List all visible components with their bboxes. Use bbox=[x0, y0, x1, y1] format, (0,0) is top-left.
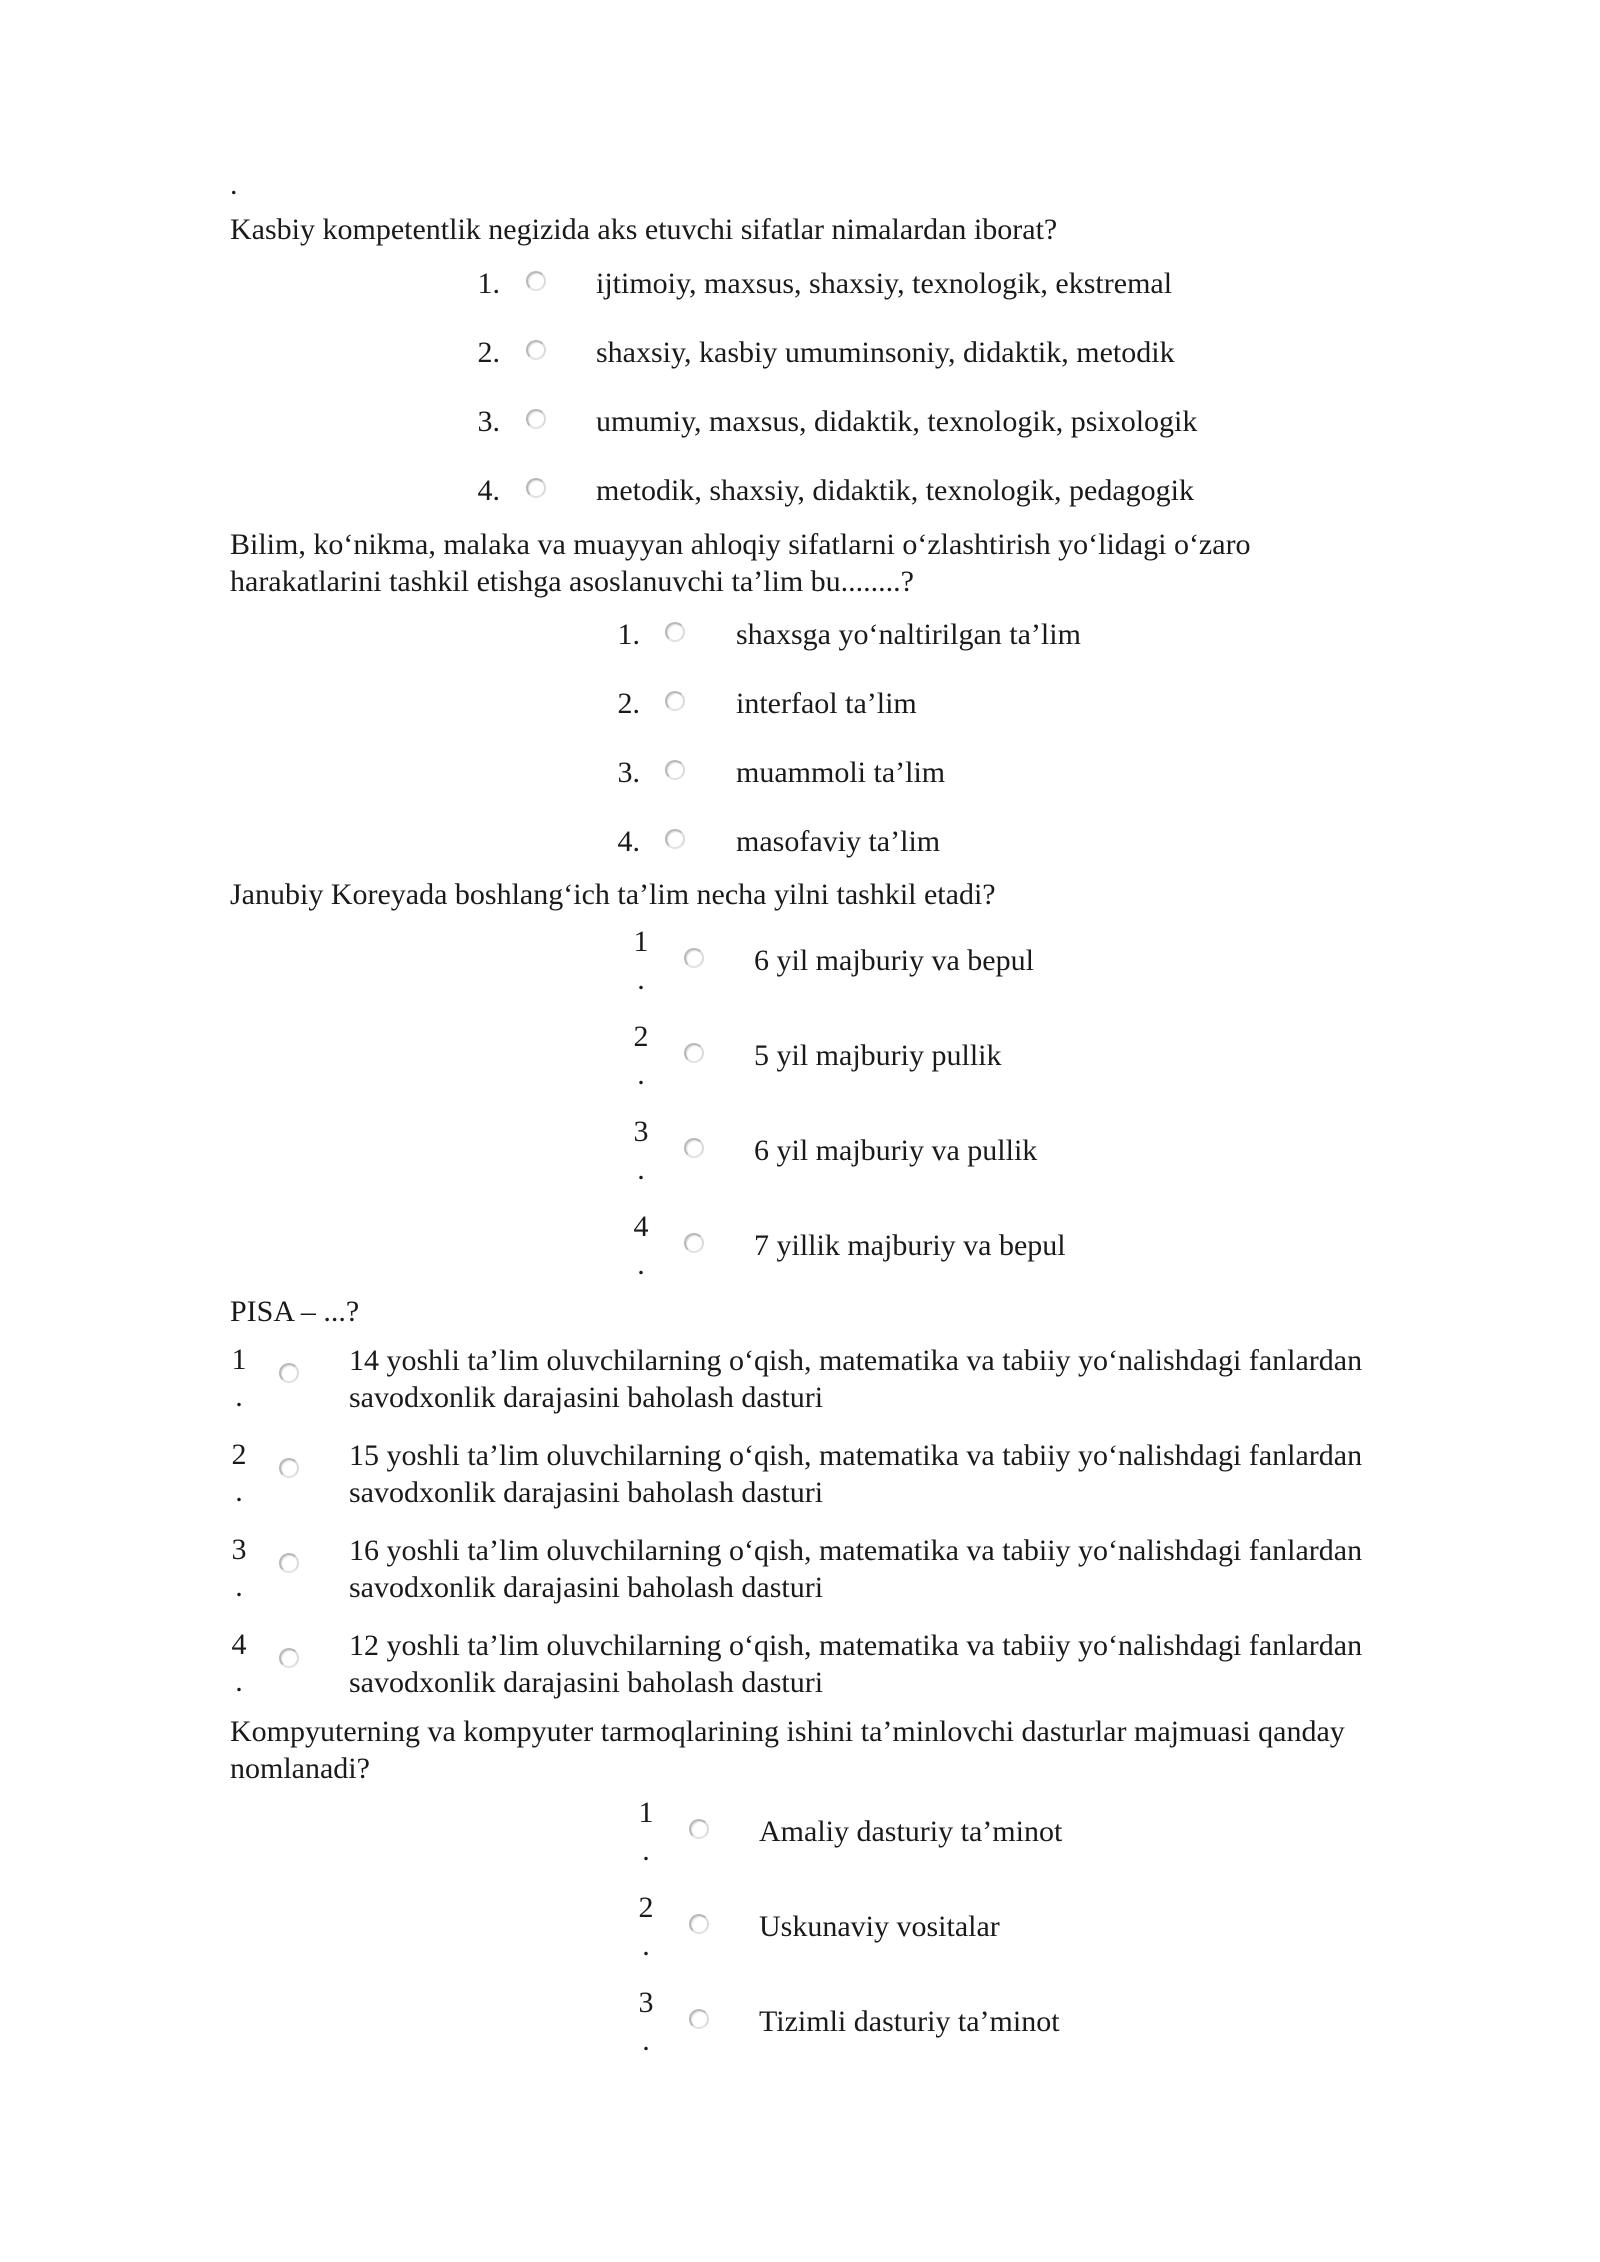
option-text: 7 yillik majburiy va bepul bbox=[754, 1229, 1066, 1262]
option-text: ijtimoiy, maxsus, shaxsiy, texnologik, ekstremal bbox=[596, 267, 1173, 300]
option-text: muammoli ta’lim bbox=[736, 756, 946, 789]
option-number-dot: . bbox=[642, 1834, 650, 1867]
option-number: 3. bbox=[617, 756, 640, 789]
question-5-text-line-2: nomlanadi? bbox=[230, 1752, 370, 1785]
option-number: 2 bbox=[633, 1020, 649, 1053]
radio-button[interactable] bbox=[665, 691, 685, 711]
option-text: interfaol ta’lim bbox=[736, 687, 917, 720]
option-number: 2 bbox=[638, 1891, 654, 1924]
radio-button[interactable] bbox=[689, 1914, 709, 1934]
option-number-dot: . bbox=[235, 1570, 243, 1603]
option-number: 2. bbox=[617, 687, 640, 720]
option-number-dot: . bbox=[235, 1380, 243, 1413]
option-number: 2 bbox=[231, 1438, 247, 1471]
option-text-line-2: savodxonlik darajasini baholash dasturi bbox=[349, 1571, 824, 1604]
question-4-text: PISA – ...? bbox=[230, 1295, 360, 1328]
option-number: 4 bbox=[231, 1628, 247, 1661]
radio-button[interactable] bbox=[526, 340, 546, 360]
question-2-text-line-1: Bilim, ko‘nikma, malaka va muayyan ahloqiy sifatlarni o‘zlashtirish yo‘lidagi o‘zaro bbox=[230, 528, 1251, 561]
radio-button[interactable] bbox=[279, 1458, 299, 1478]
radio-button[interactable] bbox=[526, 478, 546, 498]
radio-button[interactable] bbox=[279, 1553, 299, 1573]
radio-button[interactable] bbox=[665, 760, 685, 780]
radio-button[interactable] bbox=[684, 1233, 704, 1253]
option-text: shaxsiy, kasbiy umuminsoniy, didaktik, metodik bbox=[596, 336, 1175, 369]
option-number: 3. bbox=[477, 405, 500, 438]
option-number: 3 bbox=[231, 1533, 247, 1566]
option-number: 4. bbox=[477, 474, 500, 507]
radio-button[interactable] bbox=[279, 1648, 299, 1668]
option-text: masofaviy ta’lim bbox=[736, 825, 941, 858]
question-3-text: Janubiy Koreyada boshlang‘ich ta’lim necha yilni tashkil etadi? bbox=[230, 878, 996, 911]
option-text: Tizimli dasturiy ta’minot bbox=[759, 2005, 1060, 2038]
option-number: 4 bbox=[633, 1210, 649, 1243]
radio-button[interactable] bbox=[526, 271, 546, 291]
radio-button[interactable] bbox=[689, 2009, 709, 2029]
option-text-line-1: 15 yoshli ta’lim oluvchilarning o‘qish, matematika va tabiiy yo‘nalishdagi fanlardan bbox=[349, 1439, 1363, 1472]
question-2-text-line-2: harakatlarini tashkil etishga asoslanuvchi ta’lim bu........? bbox=[230, 565, 914, 598]
option-number: 3 bbox=[633, 1115, 649, 1148]
option-text: 6 yil majburiy va bepul bbox=[754, 944, 1034, 977]
option-text-line-1: 12 yoshli ta’lim oluvchilarning o‘qish, matematika va tabiiy yo‘nalishdagi fanlardan bbox=[349, 1629, 1363, 1662]
option-number-dot: . bbox=[637, 1058, 645, 1091]
radio-button[interactable] bbox=[689, 1819, 709, 1839]
option-text: 6 yil majburiy va pullik bbox=[754, 1134, 1038, 1167]
option-number: 1 bbox=[638, 1796, 654, 1829]
radio-button[interactable] bbox=[684, 948, 704, 968]
option-text: 5 yil majburiy pullik bbox=[754, 1039, 1002, 1072]
option-number-dot: . bbox=[642, 2024, 650, 2057]
option-number-dot: . bbox=[642, 1929, 650, 1962]
option-text-line-2: savodxonlik darajasini baholash dasturi bbox=[349, 1476, 824, 1509]
option-text: Uskunaviy vositalar bbox=[759, 1910, 1000, 1943]
radio-button[interactable] bbox=[684, 1138, 704, 1158]
question-1-text: Kasbiy kompetentlik negizida aks etuvchi sifatlar nimalardan iborat? bbox=[230, 213, 1058, 246]
option-text-line-1: 14 yoshli ta’lim oluvchilarning o‘qish, matematika va tabiiy yo‘nalishdagi fanlardan bbox=[349, 1344, 1363, 1377]
option-number: 1 bbox=[231, 1343, 247, 1376]
radio-button[interactable] bbox=[526, 409, 546, 429]
option-number-dot: . bbox=[637, 1153, 645, 1186]
option-number: 1. bbox=[617, 618, 640, 651]
question-5-text-line-1: Kompyuterning va kompyuter tarmoqlarining ishini ta’minlovchi dasturlar majmuasi qanday bbox=[230, 1715, 1345, 1748]
option-number: 2. bbox=[477, 336, 500, 369]
option-number-dot: . bbox=[637, 963, 645, 996]
option-text-line-2: savodxonlik darajasini baholash dasturi bbox=[349, 1666, 824, 1699]
option-number-dot: . bbox=[637, 1248, 645, 1281]
option-text: Amaliy dasturiy ta’minot bbox=[759, 1815, 1063, 1848]
option-text: metodik, shaxsiy, didaktik, texnologik, pedagogik bbox=[596, 474, 1194, 507]
radio-button[interactable] bbox=[279, 1363, 299, 1383]
option-number-dot: . bbox=[235, 1665, 243, 1698]
leading-dot: . bbox=[230, 168, 238, 201]
option-number: 1 bbox=[633, 925, 649, 958]
radio-button[interactable] bbox=[665, 622, 685, 642]
option-number: 4. bbox=[617, 825, 640, 858]
option-text-line-1: 16 yoshli ta’lim oluvchilarning o‘qish, matematika va tabiiy yo‘nalishdagi fanlardan bbox=[349, 1534, 1363, 1567]
option-text: shaxsga yo‘naltirilgan ta’lim bbox=[736, 618, 1081, 651]
option-text-line-2: savodxonlik darajasini baholash dasturi bbox=[349, 1381, 824, 1414]
radio-button[interactable] bbox=[665, 829, 685, 849]
option-number: 3 bbox=[638, 1986, 654, 2019]
radio-button[interactable] bbox=[684, 1043, 704, 1063]
option-number-dot: . bbox=[235, 1475, 243, 1508]
option-text: umumiy, maxsus, didaktik, texnologik, psixologik bbox=[596, 405, 1198, 438]
option-number: 1. bbox=[477, 267, 500, 300]
